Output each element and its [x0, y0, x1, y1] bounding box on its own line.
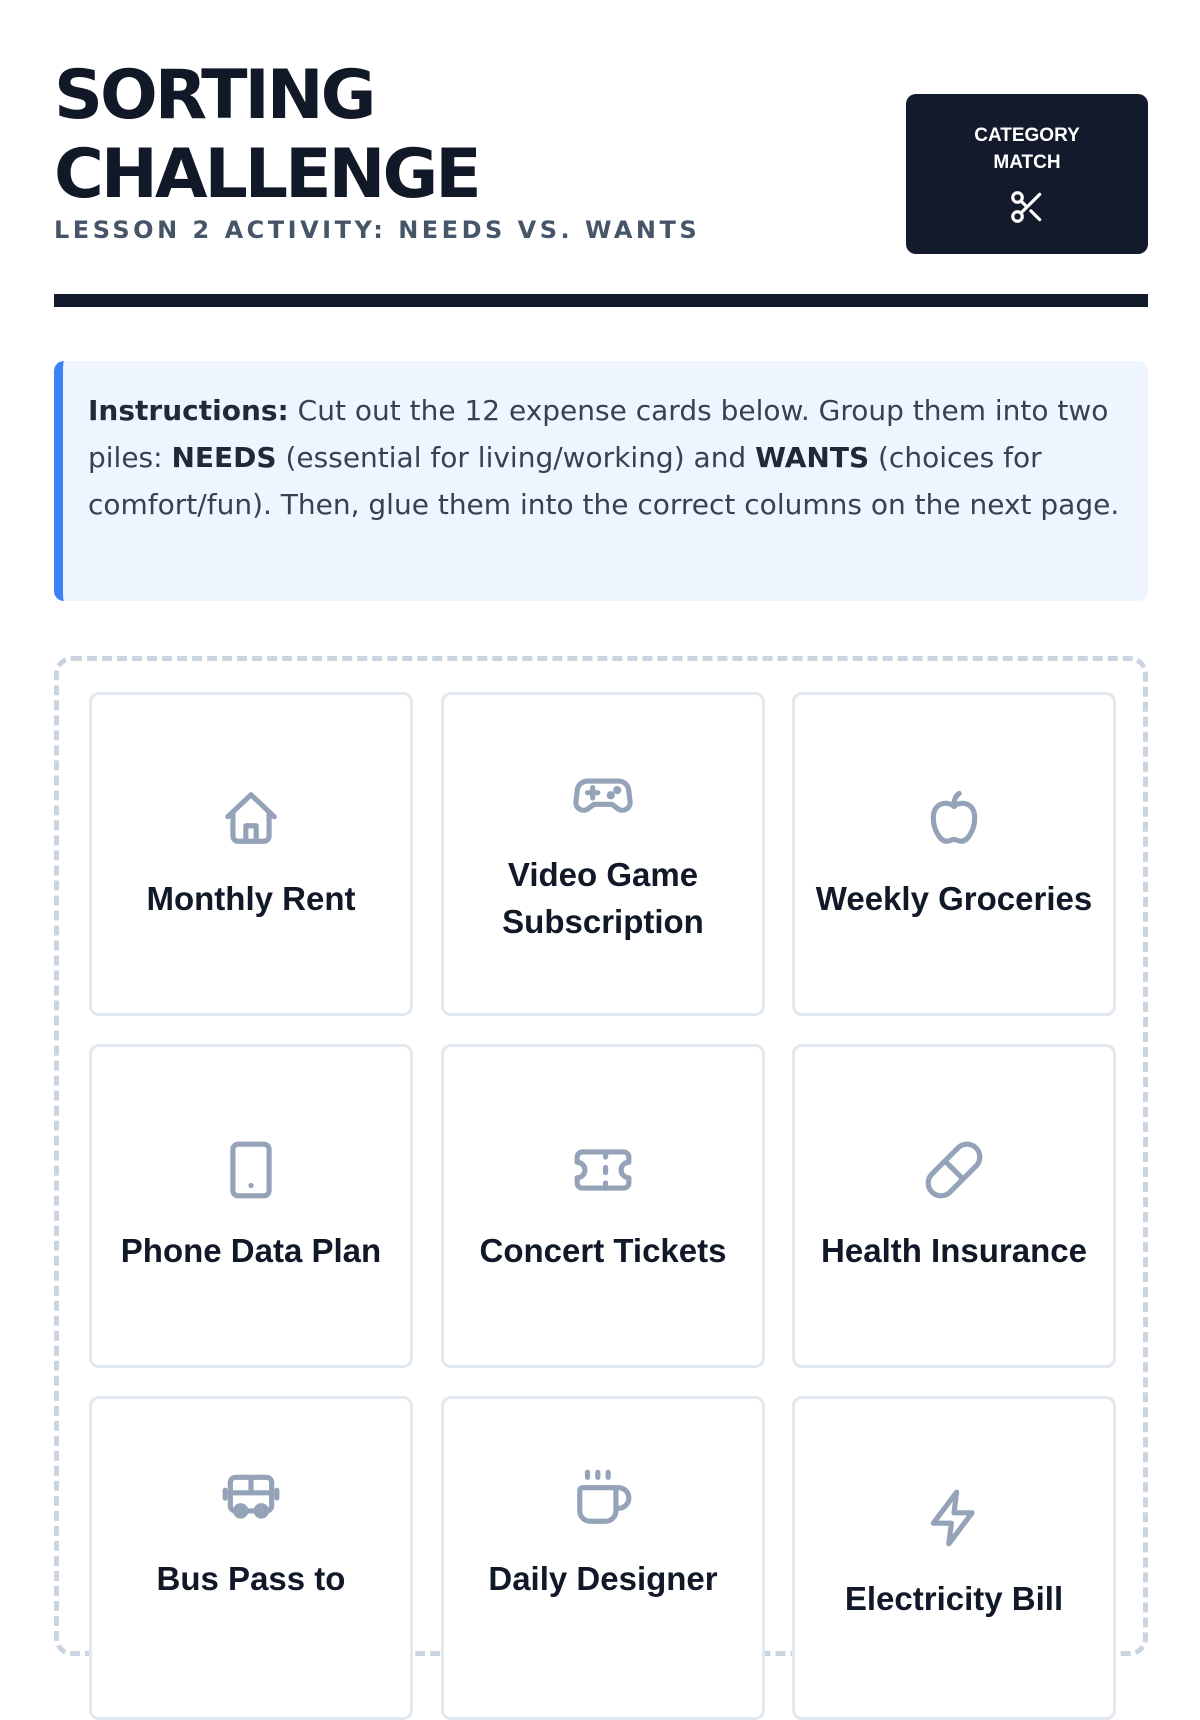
category-match-badge: [906, 94, 1148, 254]
expense-card-electricity-bill[interactable]: [792, 1396, 1116, 1720]
expense-card-bus-pass[interactable]: [89, 1396, 413, 1720]
expense-card-video-game-subscription[interactable]: [441, 692, 765, 1016]
header: [54, 56, 1148, 256]
card-label: Bus Pass to: [156, 1560, 346, 1597]
coffee-icon: [572, 1467, 634, 1529]
instructions-lead: Instructions:: [88, 394, 289, 427]
badge-line-2: MATCH: [993, 152, 1061, 173]
apple-icon: [923, 787, 985, 849]
bus-icon: [220, 1467, 282, 1529]
card-label: Video Game Subscription: [502, 856, 704, 940]
expense-card-phone-data-plan[interactable]: [89, 1044, 413, 1368]
expense-card-concert-tickets[interactable]: [441, 1044, 765, 1368]
badge-label: [957, 122, 1097, 176]
instructions-box: [54, 361, 1148, 601]
instructions-text-1: Cut out the 12 expense cards below. Group them into two piles:: [88, 394, 1109, 474]
card-label: Electricity Bill: [844, 1580, 1064, 1617]
expense-card-monthly-rent[interactable]: [89, 692, 413, 1016]
header-divider: [54, 294, 1148, 307]
card-label: Weekly Groceries: [815, 879, 1093, 917]
expense-card-health-insurance[interactable]: [792, 1044, 1116, 1368]
title-line-1: SORTING: [54, 56, 374, 135]
expense-card-weekly-groceries[interactable]: [792, 692, 1116, 1016]
instructions-text-2: (essential for living/working) and: [276, 441, 756, 474]
badge-line-1: CATEGORY: [974, 125, 1080, 146]
expense-card-daily-designer[interactable]: [441, 1396, 765, 1720]
house-icon: [220, 787, 282, 849]
instructions-text-3: (choices for comfort/fun). Then, glue them into the correct columns on the next page.: [88, 441, 1120, 521]
cut-out-cards-area: [54, 656, 1148, 1656]
card-label: Health Insurance: [821, 1231, 1087, 1269]
card-label: Daily Designer: [488, 1560, 718, 1597]
page-title: [54, 56, 754, 214]
card-label: Monthly Rent: [146, 879, 356, 917]
tablet-icon: [220, 1139, 282, 1201]
wants-label: WANTS: [755, 441, 870, 474]
lightning-icon: [923, 1487, 985, 1549]
pill-icon: [923, 1139, 985, 1201]
ticket-icon: [572, 1139, 634, 1201]
page-subtitle: LESSON 2 ACTIVITY: NEEDS VS. WANTS: [54, 216, 701, 244]
card-label: Phone Data Plan: [120, 1231, 382, 1269]
needs-label: NEEDS: [171, 441, 277, 474]
gamepad-icon: [572, 763, 634, 825]
card-label: Concert Tickets: [479, 1231, 727, 1269]
scissors-icon: [1008, 188, 1046, 226]
title-line-2: CHALLENGE: [54, 135, 479, 214]
